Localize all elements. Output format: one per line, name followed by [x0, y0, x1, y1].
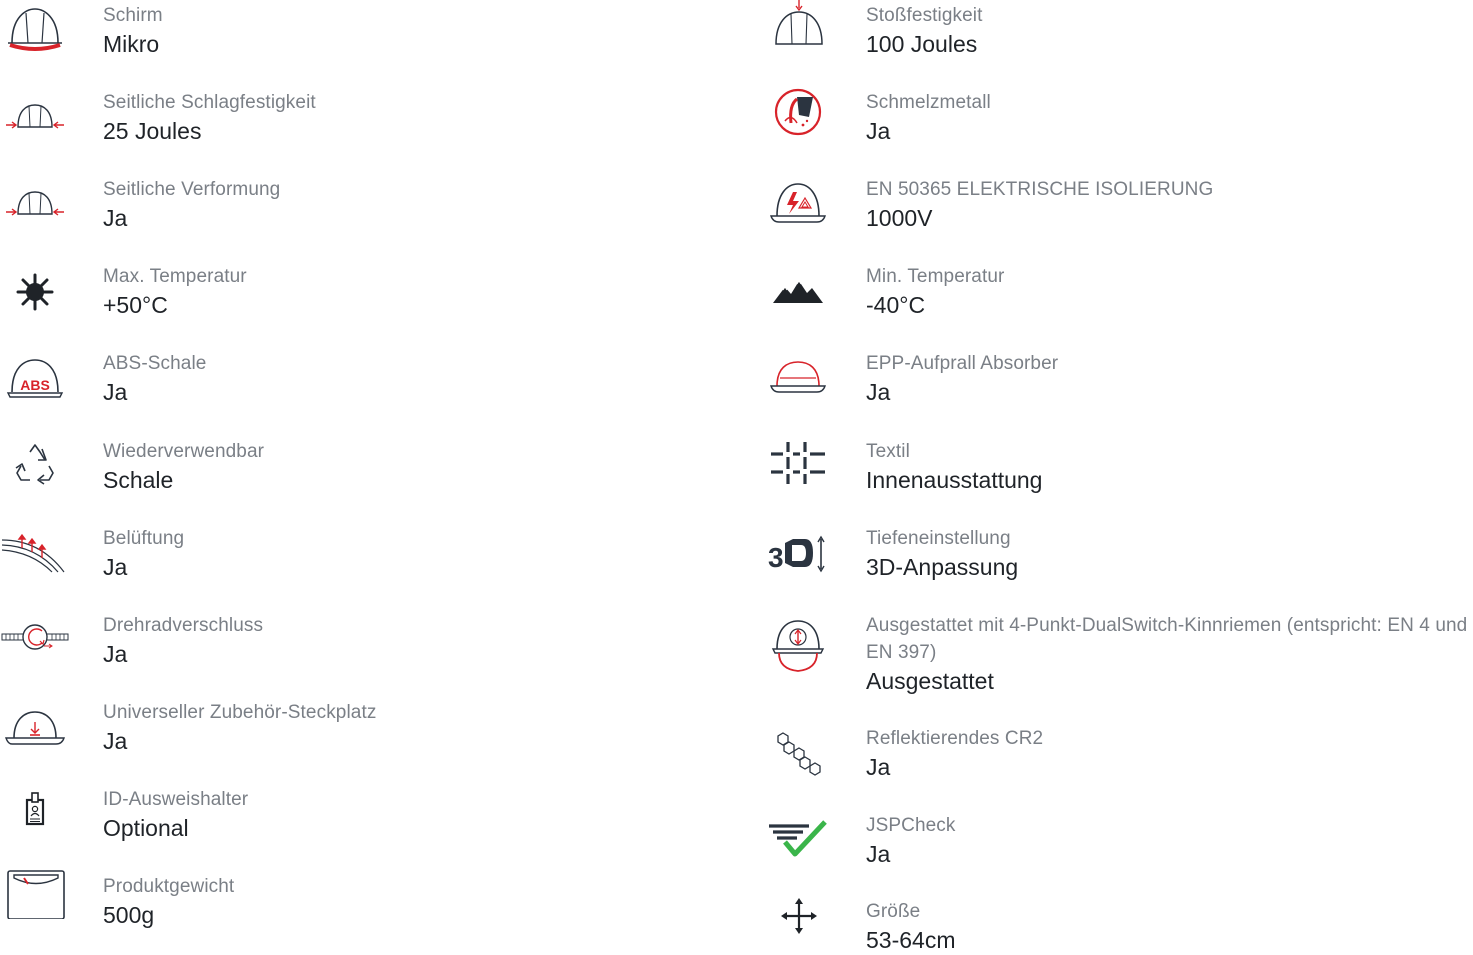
spec-label: Drehradverschluss [103, 615, 264, 636]
spec-value: Schale [103, 467, 174, 493]
spec-value: Ja [866, 118, 891, 144]
spec-value: Ja [103, 728, 128, 754]
svg-text:ABS: ABS [20, 377, 50, 393]
spec-value: Ja [866, 841, 891, 867]
jspcheck-icon [763, 814, 833, 864]
spec-text [103, 612, 700, 669]
spec-value: 3D-Anpassung [866, 554, 1019, 580]
side-impact-icon [0, 93, 70, 143]
recycle-icon [0, 440, 70, 490]
spec-text [103, 699, 700, 756]
spec-text [866, 725, 1473, 782]
size-adjust-icon [763, 891, 833, 941]
id-badge-icon [0, 788, 70, 838]
spec-value: Mikro [103, 31, 160, 57]
sun-icon [0, 267, 70, 317]
spec-label: JSPCheck [866, 815, 956, 836]
wheel-ratchet-icon [0, 615, 70, 665]
spec-value: Ausgestattet [866, 668, 994, 694]
spec-value: 500g [103, 902, 155, 928]
spec-value: 53-64cm [866, 927, 956, 953]
spec-text [103, 350, 700, 407]
side-deformation-icon [0, 180, 70, 230]
spec-value: Ja [866, 754, 891, 780]
accessory-slot-icon [0, 702, 70, 752]
chinstrap-icon [763, 613, 833, 663]
mountains-icon [763, 267, 833, 317]
spec-value: Ja [866, 379, 891, 405]
electrical-insulation-icon [763, 176, 833, 226]
spec-text [103, 525, 700, 582]
spec-text [866, 438, 1473, 495]
spec-label: Seitliche Verformung [103, 179, 281, 200]
spec-text [866, 89, 1473, 146]
scale-icon [0, 869, 70, 919]
abs-shell-icon [0, 352, 70, 402]
spec-text [866, 263, 1473, 320]
spec-label: Textil [866, 441, 910, 462]
hardhat-visor-icon [0, 3, 70, 53]
spec-value: Ja [103, 554, 128, 580]
spec-label: Tiefeneinstellung [866, 528, 1011, 549]
spec-text [103, 2, 700, 59]
spec-text [866, 525, 1473, 582]
spec-text [103, 176, 700, 233]
top-impact-icon [763, 0, 833, 50]
molten-metal-icon [763, 87, 833, 137]
spec-label: Ausgestattet mit 4-Punkt-DualSwitch-Kinnriemen (entspricht: EN 4 und EN 397) [866, 615, 1468, 663]
spec-value: Ja [103, 379, 128, 405]
svg-text:3: 3 [768, 542, 784, 573]
spec-value: 1000V [866, 205, 933, 231]
spec-label: EPP-Aufprall Absorber [866, 353, 1059, 374]
spec-label: Min. Temperatur [866, 266, 1005, 287]
depth-3d-icon [763, 527, 833, 577]
spec-label: Stoßfestigkeit [866, 5, 983, 26]
spec-label: Belüftung [103, 528, 185, 549]
spec-label: ID-Ausweishalter [103, 789, 249, 810]
spec-label: Wiederverwendbar [103, 441, 265, 462]
spec-value: +50°C [103, 292, 168, 318]
spec-label: Universeller Zubehör-Steckplatz [103, 702, 377, 723]
spec-value: Optional [103, 815, 189, 841]
spec-text [103, 438, 700, 495]
spec-value: Innenausstattung [866, 467, 1043, 493]
spec-text [866, 2, 1473, 59]
ventilation-icon [0, 526, 70, 576]
spec-text [103, 263, 700, 320]
spec-label: Größe [866, 901, 921, 922]
spec-text [866, 350, 1473, 407]
spec-text [866, 176, 1473, 233]
spec-text [103, 873, 700, 930]
spec-label: Produktgewicht [103, 876, 235, 897]
spec-value: 100 Joules [866, 31, 978, 57]
spec-text [103, 89, 700, 146]
spec-value: Ja [103, 205, 128, 231]
epp-absorber-icon [763, 352, 833, 402]
spec-label: Max. Temperatur [103, 266, 247, 287]
spec-value: -40°C [866, 292, 926, 318]
spec-label: Schirm [103, 5, 163, 26]
spec-text [866, 898, 1473, 955]
spec-text [866, 612, 1473, 696]
spec-label: EN 50365 ELEKTRISCHE ISOLIERUNG [866, 179, 1214, 200]
textile-icon [763, 438, 833, 488]
spec-text [103, 786, 700, 843]
spec-label: Schmelzmetall [866, 92, 991, 113]
spec-value: Ja [103, 641, 128, 667]
reflective-icon [763, 727, 833, 777]
spec-label: Seitliche Schlagfestigkeit [103, 92, 316, 113]
spec-label: Reflektierendes CR2 [866, 728, 1044, 749]
spec-value: 25 Joules [103, 118, 202, 144]
spec-label: ABS-Schale [103, 353, 207, 374]
spec-text [866, 812, 1473, 869]
